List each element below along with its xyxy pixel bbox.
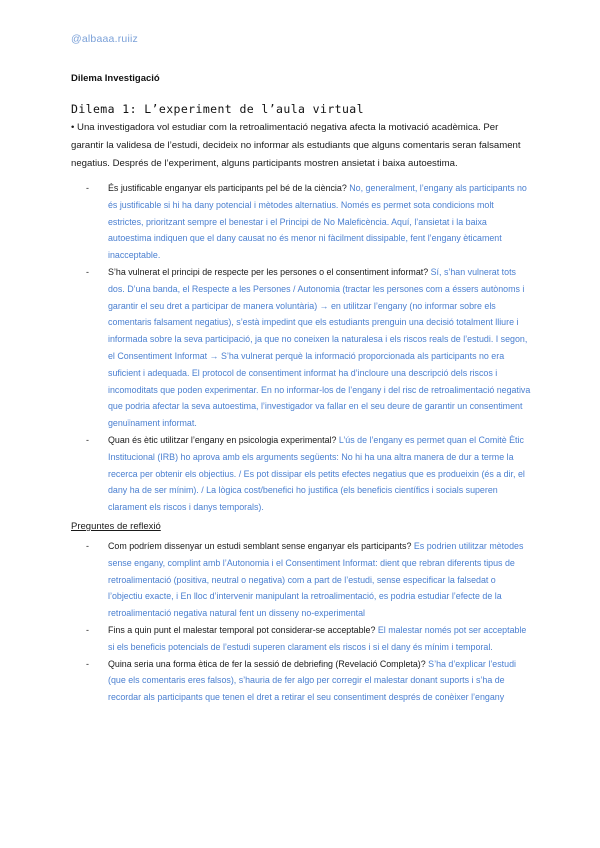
answer-text: Es podrien utilitzar mètodes sense engany, complint amb l’Autonomia i el Consentiment Informat: dient que rebran diferents tipus de retroalimentació (positiva, neutral o negativa) com a part de l’estudi, sense especificar la falsedat o l’objectiu exacte, i En lloc d’intervenir manipulant la retroalimentació, es podria estudiar l’efecte de la retroalimentació negativa natural fent un disseny no-experimental — [108, 541, 524, 619]
question-text: Quina seria una forma ètica de fer la sessió de debriefing (Revelació Completa)? — [108, 658, 426, 669]
answer-text: Sí, s’han vulnerat tots dos. D’una banda, el Respecte a les Persones / Autonomia (tractar les persones com a éssers autònoms i garantir el seu dret a participar de manera voluntària) → en utilitzar l’engany (no informar sobre els comentaris falsament negatius), s’està impedint que els estudiants prenguin una decisió totalment lliure i informada sobre la seva participació, ja que no coneixen la naturalesa i els riscos reals de l’estudi. I segon, el Consentiment Informat → S’ha vulnerat perquè la informació proporcionada als participants no era suficient i adequada. El protocol de consentiment informat ha d’incloure una descripció dels riscos i incomoditats que poden experimentar. En no informar-los de l’engany i del risc de retroalimentació negativa que podria afectar la seva autoestima, l’investigador va fallar en el seu deure de garantir un consentiment genuïnament informat. — [108, 266, 531, 429]
answer-text: El malestar només pot ser acceptable si els beneficis potencials de l’estudi superen clarament els riscos i si el dany és mínim i temporal. — [108, 624, 527, 652]
reflection-heading: Preguntes de reflexió — [71, 521, 161, 532]
question-text: És justificable enganyar els participants pel bé de la ciència? — [108, 183, 347, 193]
question-text: S’ha vulnerat el principi de respecte per les persones o el consentiment informat? — [108, 266, 429, 277]
list-dash: - — [86, 266, 89, 277]
question-text: Quan és ètic utilitzar l’engany en psicologia experimental? — [108, 434, 337, 445]
list-item — [71, 180, 531, 264]
answer-text: S’ha d’explicar l’estudi (que els comentaris eres falsos), s’hauria de fer algo per corregir el malestar donant suports i s’ha de recordar als participants que tenen el dret a retirar el seu consentiment després de conèixer l’engany — [108, 658, 516, 703]
list-dash: - — [86, 183, 89, 193]
list-dash: - — [86, 434, 89, 445]
reflection-questions-list — [71, 538, 531, 706]
list-item — [71, 538, 531, 622]
list-dash: - — [86, 624, 89, 635]
dilemma-questions-list — [71, 180, 531, 516]
list-item — [71, 264, 531, 432]
list-dash: - — [86, 658, 89, 669]
list-item — [71, 432, 531, 516]
list-item — [71, 656, 531, 706]
question-text: Com podríem dissenyar un estudi semblant sense enganyar els participants? — [108, 541, 412, 551]
dilemma-intro: • Una investigadora vol estudiar com la retroalimentació negativa afecta la motivació acadèmica. Per garantir la validesa de l’estudi, decideix no informar als estudiants que alguns comentaris seran falsament negatius. Després de l’experiment, alguns participants mostren ansietat i baixa autoestima. — [71, 122, 521, 169]
dilemma-title: Dilema 1: L’experiment de l’aula virtual — [71, 102, 364, 116]
answer-text: L’ús de l’engany es permet quan el Comitè Ètic Institucional (IRB) ho aprova amb els arguments següents: No hi ha una altra manera de dur a terme la recerca per obtenir els objectius. / Es pot dissipar els petits efectes negatius que es produeixin (és a dir, el dany ha de ser mínim). / La lògica cost/benefici ho justifica (els beneficis científics i socials superen clarament els riscos i danys temporals). — [108, 434, 525, 513]
question-text: Fins a quin punt el malestar temporal pot considerar-se acceptable? — [108, 624, 376, 635]
author-handle: @albaaa.ruiiz — [71, 33, 138, 45]
list-item — [71, 622, 531, 656]
answer-text: No, generalment, l’engany als participants no és justificable si hi ha dany potencial i mètodes alternatius. Només es permet sota condicions molt estrictes, prioritzant sempre el benestar i el Principi de No Maleficència. Aquí, l’ansietat i la baixa autoestima indiquen que el dany causat no és menor ni fàcilment dissipable, fent l’engany èticament inacceptable. — [108, 183, 527, 261]
document-title: Dilema Investigació — [71, 73, 160, 84]
list-dash: - — [86, 541, 89, 551]
